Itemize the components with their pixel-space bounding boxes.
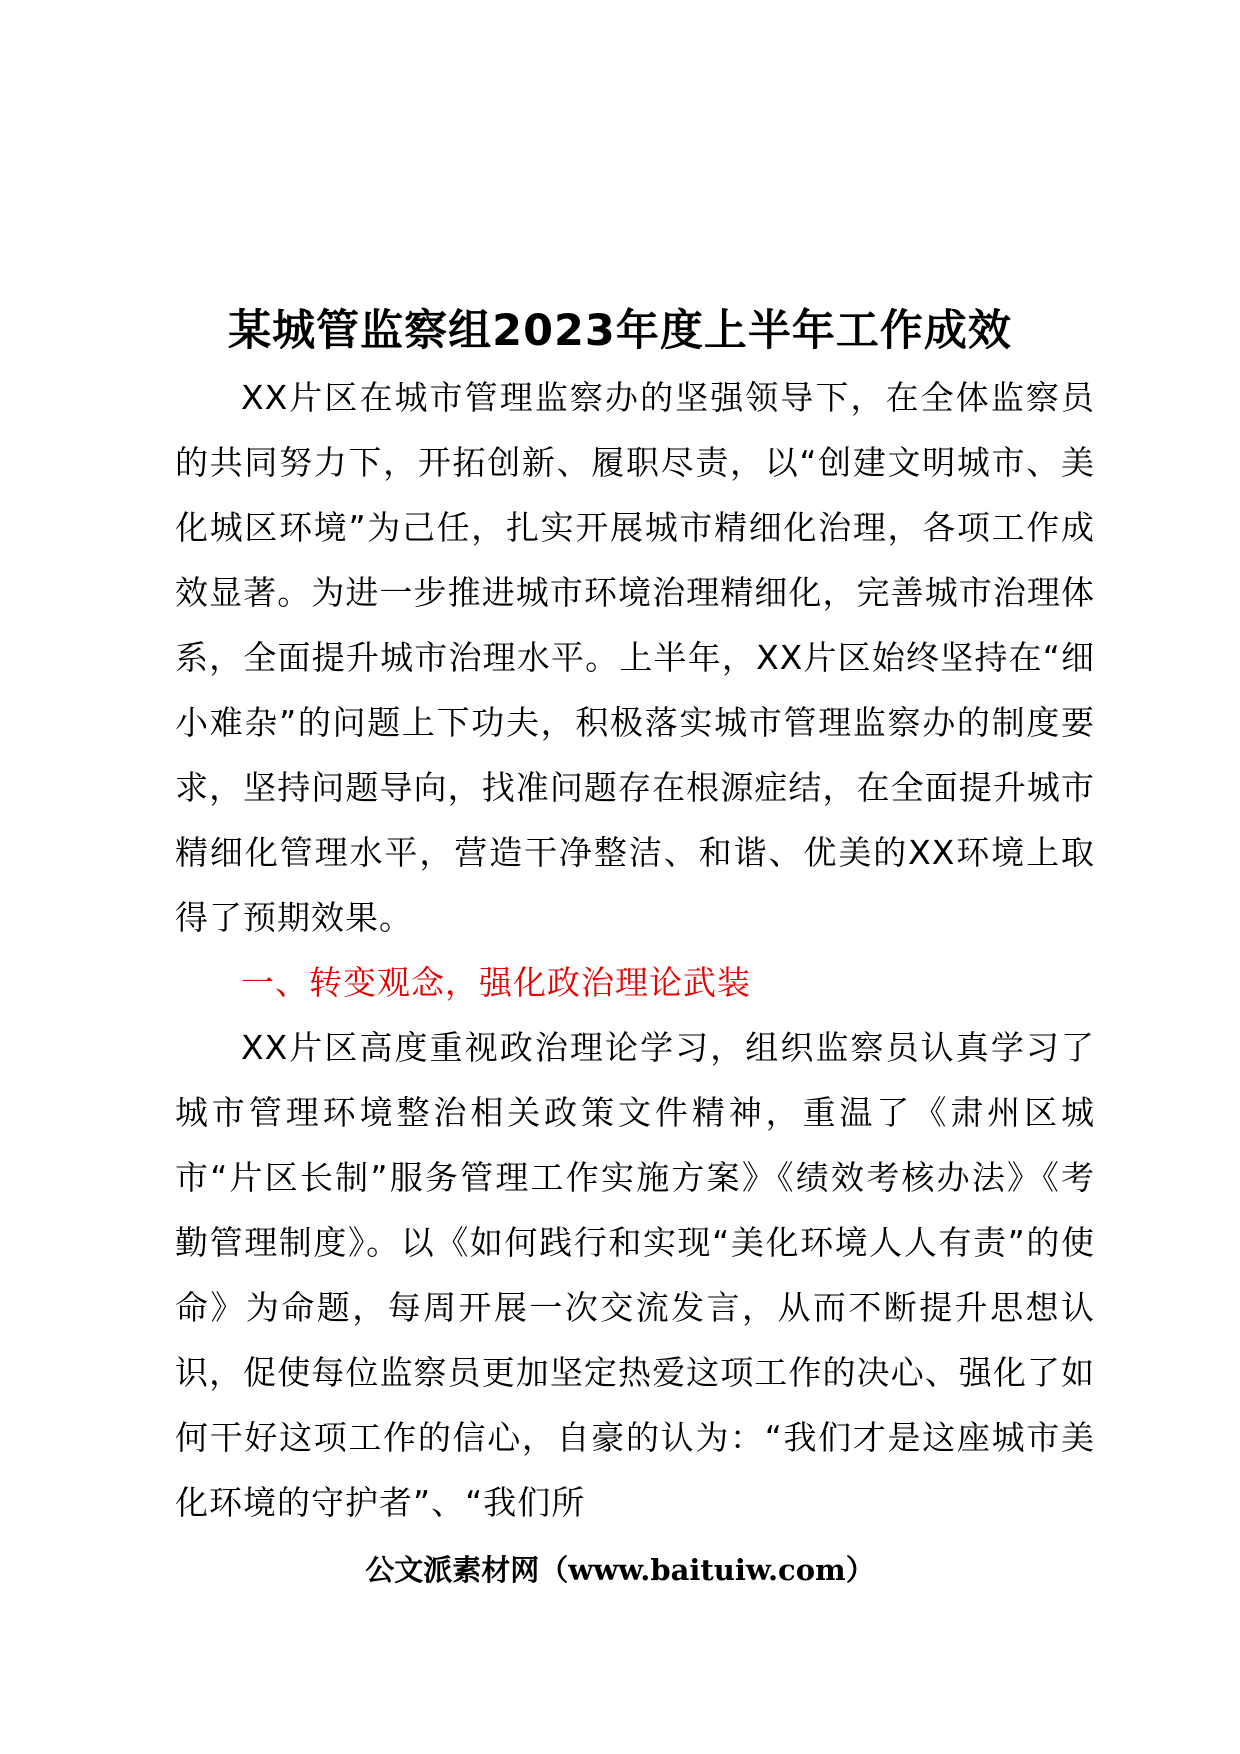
body-paragraph-1: XX片区在城市管理监察办的坚强领导下，在全体监察员的共同努力下，开拓创新、履职尽责，以“创建文明城市、美化城区环境”为己任，扎实开展城市精细化治理，各项工作成效显著。为进一步推进城市环境治理精细化，完善城市治理体系，全面提升城市治理水平。上半年，XX片区始终坚持在“细小难杂”的问题上下功夫，积极落实城市管理监察办的制度要求，坚持问题导向，找准问题存在根源症结，在全面提升城市精细化管理水平，营造干净整洁、和谐、优美的XX环境上取得了预期效果。	[175, 378, 1095, 937]
section-heading-1: 一、转变观念，强化政治理论武装	[241, 963, 751, 1002]
document-title: 某城管监察组2023年度上半年工作成效	[228, 305, 1012, 356]
body-paragraph-2: XX片区高度重视政治理论学习，组织监察员认真学习了城市管理环境整治相关政策文件精神，重温了《肃州区城市“片区长制”服务管理工作实施方案》《绩效考核办法》《考勤管理制度》。以《如何践行和实现“美化环境人人有责”的使命》为命题，每周开展一次交流发言，从而不断提升思想认识，促使每位监察员更加坚定热爱这项工作的决心、强化了如何干好这项工作的信心，自豪的认为：“我们才是这座城市美化环境的守护者”、“我们所	[175, 1028, 1095, 1522]
footer-watermark: 公文派素材网（www.baituiw.com）	[365, 1553, 875, 1587]
